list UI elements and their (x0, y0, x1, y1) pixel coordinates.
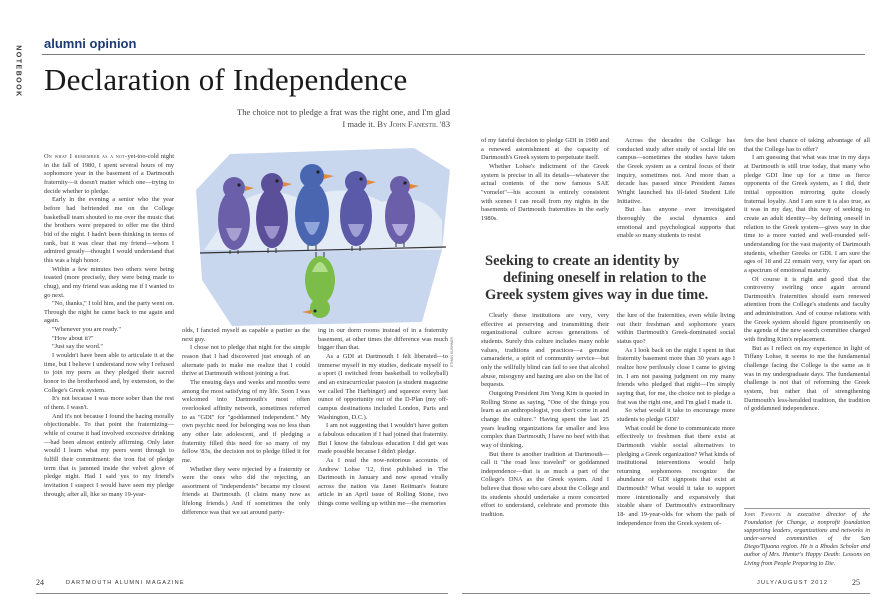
column-6 (744, 137, 870, 503)
paragraph: And it's not because I found the hazing morally objectionable. To that point the fraternizing—while of course it had involved excessive drinking—had been almost entirely affirming. Only later would I learn what my peers went through to fulfill their commitment: the iron fist of pledge term that is jammed inside the velvet glove of pledge night. Had I said yes to my friend's invitation I suspect I would have seen my pledge through; after all, like so many 19-year- (44, 412, 174, 498)
paragraph: olds, I fancied myself as capable a partier as the next guy. (182, 327, 310, 343)
paragraph: On what I remember as a not-yet-too-cold night in the fall of 1980, I spent several hours of my sophomore year in the basement of a Dartmouth fraternity—it doesn't matter which one—trying to decide whether to pledge. (44, 153, 174, 195)
paragraph: The ensuing days and weeks and months were among the most satisfying of my life. Soon I was welcomed into Dartmouth's most often overlooked affinity network, sometimes referred to as "GDI" for "goddamned independent." My own psychic need for belonging was no less than any other late adolescent, and if pledging a fraternity filled this need for so many of my fellow '83s, the decision not to pledge filled it for me. (182, 378, 310, 464)
column-4-top (481, 137, 609, 249)
byline: By John Fanestil '83 (377, 119, 450, 129)
paragraph: Clearly these institutions are very, very effective at preserving and transmitting their organizational culture across generations of students. Surely this culture includes many noble values, traditions and practices—a genuine camaraderie, a spirit of community service—but only the willfully blind can fail to see that alcohol abuse, misogyny and hazing are also on the list of bequests. (481, 312, 609, 389)
paragraph: Whether Lohse's indictment of the Greek system is precise in all its details—whatever the actual contents of the now famous SAE "vomelet"—his account is entirely consistent with scenes I can recall from my nights in the basements of Dartmouth fraternities in the early 1980s. (481, 162, 609, 222)
paragraph: I am guessing that what was true in my days at Dartmouth is still true today, that many who pledge GDI line up for a time as fierce opponents of the Greek system, as I did, their initial opposition mirroring quite closely fraternal loyalty. And I am sure it is also true, as it was in my day, that this way of seeking to create an adult identity—by defining oneself in relation to the Greek system—gives way in due time to a more varied and well-rounded self-understanding for the vast majority of Dartmouth students, whether Greeks or GDI. I am sure the ages of 18 and 22 remain very, very far apart on a spectrum of emotional maturity. (744, 154, 870, 274)
paragraph: I wouldn't have been able to articulate it at the time, but I believe I understand now why I refused to join my peers as they pledged their sacred honor to the brotherhood and, by extension, to the College's Greek system. (44, 352, 174, 394)
author-bio (744, 511, 870, 568)
photo-credit: ETHAN KUSHNER (449, 337, 454, 367)
article-deck (178, 106, 450, 130)
paragraph: Whether they were rejected by a fraternity or were the ones who did the rejecting, an assortment of "independents" became my closest friends at Dartmouth. (I claim many now as lifelong friends.) And if sometimes the only difference was that we sat around party- (182, 465, 310, 516)
pull-quote-line-3: Greek system gives way in due time. (485, 287, 709, 303)
left-footer-magazine-name: DARTMOUTH ALUMNI MAGAZINE (66, 580, 185, 586)
paragraph: As a GDI at Dartmouth I felt liberated—to immerse myself in my studies, dedicate myself to a sport (I switched from basketball to volleyball) and an extracurricular passion (a student magazine we called The Harbinger) and squeeze every last ounce of opportunity out of the D-Plan (my off-campus destinations included London, Paris and Washington, D.C.). (318, 352, 448, 421)
paragraph: So what would it take to encourage more students to pledge GDI? (617, 407, 735, 423)
author-name: John Fanestil (744, 512, 782, 518)
paragraph: As I look back on the night I spent in that fraternity basement more than 30 years ago I realize how perilously close I came to giving in. I am not passing judgment on my many friends who pledged that night—I'm simply saying that, for me, the choice not to pledge a frat was the right one, and I'm glad I made it. (617, 346, 735, 406)
paragraph: Outgoing President Jim Yong Kim is quoted in Rolling Stone as saying, "One of the things you learn as an anthropologist, you don't come in and change the culture." Having spent the last 25 years leading organizations far smaller and less complex than Dartmouth, I have no beef with that way of thinking. (481, 389, 609, 449)
paragraph: "No, thanks," I told him, and the party went on. Through the night he came back to me again and again. (44, 300, 174, 325)
department-heading: alumni opinion (44, 36, 137, 51)
paragraph: Early in the evening a senior who the year before had befriended me on the College basketball team shouted to me over the music that the brothers were prepared to offer me the third bid of the night. I hadn't been thinking in terms of rank, but it was clear that my friend—whom I admired greatly—thought I would understand that this was a high honor. (44, 196, 174, 264)
column-5-bottom (617, 312, 735, 571)
paragraph: "Just say the word." (52, 343, 104, 351)
paragraph: Of course it is right and good that the controversy swirling once again around Dartmouth's fraternities should earn renewed attention from the College's students and faculty and administration. And of course relations with the Greek system should figure prominently on the agenda of the new search committee charged with finding Kim's replacement. (744, 275, 870, 344)
paragraph: "Whenever you are ready." (52, 326, 122, 334)
paragraph: I chose not to pledge that night for the simple reason that I had discovered just enough of an alternate path to make me realize that I could thrive at Dartmouth without joining a frat. (182, 344, 310, 378)
paragraph: "How about it?" (52, 334, 94, 342)
left-footer-rule (36, 593, 448, 594)
column-3 (318, 327, 448, 571)
paragraph: As I read the now-notorious accounts of Andrew Lohse '12, first published in The Dartmouth in January and now spread virally across the nation via Janet Reitman's feature article in an April issue of Rolling Stone, two things come welling up within me—the memories (318, 456, 448, 508)
column-5-top (617, 137, 735, 249)
paragraph: What could be done to communicate more effectively to freshmen that there exist at Dartmouth viable social alternatives to pledging a Greek organization? What kinds of institutional interventions would help returning sophomores recognize the abundance of GDI signposts that exist at Dartmouth? What would it take to support more intentionally and expansively that sizable share of Dartmouth's extraordinary 18- and 19-year-olds for whom the path of independence from the Greek system of- (617, 424, 735, 527)
left-page-number: 24 (36, 578, 44, 587)
paragraph: Across the decades the College has conducted study after study of social life on campus—sometimes the studies have taken the Greek system as a central focus of their inquiry, sometimes not. And more than a decade has passed since President James Wright launched his ill-fated Student Life Initiative. (617, 137, 735, 205)
column-2 (182, 327, 310, 571)
article-title: Declaration of Independence (44, 62, 408, 97)
column-4-bottom (481, 312, 609, 571)
author-bio-text: is executive director of the Foundation for Change, a nonprofit foundation supporting leaders, organizations and networks in under-served communities of the San Diego/Tijuana region. He is a Rhodes Scholar and author of Mrs. Hunter's Happy Death: Lessons on Living from People Preparing to Die. (744, 512, 870, 567)
deck-line-2: I made it. (342, 119, 376, 129)
birds-on-wire-illustration (192, 140, 454, 330)
paragraph: But has anyone ever investigated thoroughly the social dynamics and emotional and psychological supports that enable so many students to resist (617, 206, 735, 240)
right-footer-rule (462, 593, 870, 594)
pull-quote-line-1: Seeking to create an identity by (485, 253, 680, 269)
paragraph: But as I reflect on my experience in light of Tiffany Lohse, it seems to me the fundamental challenge facing the College is the same as it was in my undergraduate days. The fundamental challenge is not that of reforming the Greek system, but rather that of strengthening Dartmouth's less-heralded tradition, the tradition of goddamned independence. (744, 344, 870, 413)
paragraph: fers the best chance of taking advantage of all that the College has to offer? (744, 137, 870, 153)
column-1 (44, 153, 174, 571)
deck-line-1: The choice not to pledge a frat was the right one, and I'm glad (237, 107, 450, 117)
paragraph: ing in our dorm rooms instead of in a fraternity basement, at other times the difference was much bigger than that. (318, 327, 448, 352)
bio-rule (744, 508, 870, 509)
header-rule (42, 54, 865, 55)
section-side-label: NOTEBOOK (14, 45, 22, 98)
pull-quote-line-2: defining oneself in relation to the (503, 270, 707, 286)
paragraph: It's not because I was more sober than the rest of them. I wasn't. (44, 395, 174, 412)
right-footer-issue-date: JULY/AUGUST 2012 (757, 580, 829, 586)
pull-quote (481, 253, 724, 304)
paragraph: of my fateful decision to pledge GDI in 1980 and a renewed astonishment at the capacity of Dartmouth's Greek system to perpetuate itself. (481, 137, 609, 162)
paragraph: But there is another tradition at Dartmouth—call it "the road less traveled" or goddamned independence—that is as much a part of the College's DNA as the Greek system. And I believe that those who care about the College and its students should undertake a more concerted effort to understand, celebrate and promote this tradition. (481, 450, 609, 519)
right-page-number: 25 (852, 578, 860, 587)
paragraph: Within a few minutes two others were being toasted (more precisely, they were being made to chug), and my friend was asking me if I wanted to go next. (44, 265, 174, 299)
paragraph: the lure of the fraternities, even while living out their freshman and sophomore years within Dartmouth's Greek-dominated social status quo? (617, 312, 735, 345)
paragraph: I am not suggesting that I wouldn't have gotten a fabulous education if I had joined that fraternity. But I know the fabulous education I did get was made possible because I didn't pledge. (318, 422, 448, 456)
